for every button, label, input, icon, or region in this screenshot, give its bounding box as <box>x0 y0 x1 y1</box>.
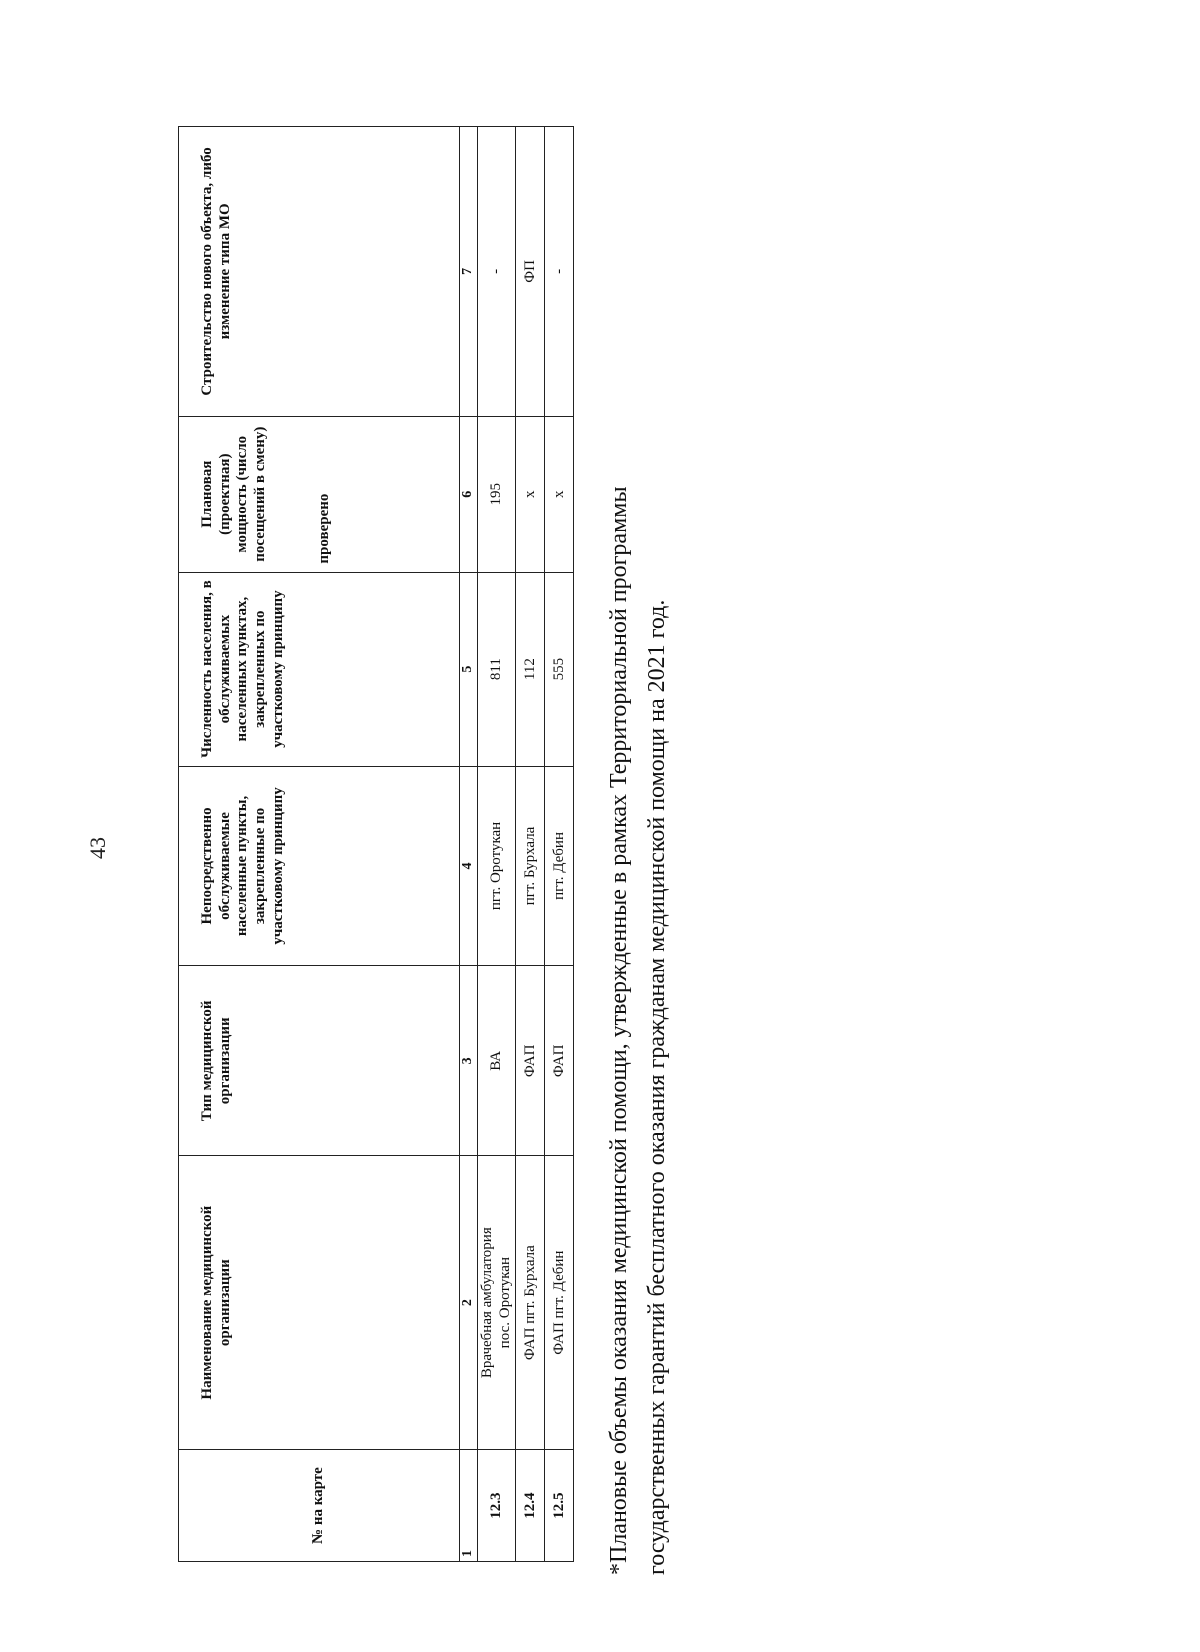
population: 555 <box>545 572 574 766</box>
table-row <box>478 127 516 1562</box>
column-number-row <box>460 127 478 1562</box>
facilities-table <box>178 126 574 1562</box>
facilities-table-container <box>178 126 578 1562</box>
header-cell: Численность населения, в обслуживаемых населенных пунктах, закрепленных по участковому принципу <box>179 572 460 766</box>
footnote <box>600 115 676 1575</box>
org-type: ФАП <box>516 966 545 1156</box>
capacity: x <box>516 416 545 572</box>
settlements: пгт. Оротукан <box>478 766 516 966</box>
row-number: 12.4 <box>516 1450 545 1562</box>
column-number: 3 <box>460 966 478 1156</box>
construction: ФП <box>516 127 545 417</box>
population: 811 <box>478 572 516 766</box>
header-cell: Наименование медицинской организации <box>179 1156 460 1450</box>
footnote-line-2: государственных гарантий бесплатного оказания гражданам медицинской помощи на 2021 год. <box>644 599 670 1575</box>
column-number: 5 <box>460 572 478 766</box>
org-type: ВА <box>478 966 516 1156</box>
header-cell: Тип медицинской организации <box>179 966 460 1156</box>
construction: - <box>545 127 574 417</box>
row-number: 12.5 <box>545 1450 574 1562</box>
footnote-line-1: *Плановые объемы оказания медицинской помощи, утвержденные в рамках Территориальной программы <box>606 486 632 1575</box>
capacity: x <box>545 416 574 572</box>
table-row <box>516 127 545 1562</box>
header-cell: Строительство нового объекта, либо изменение типа МО <box>179 127 460 417</box>
table-header-row <box>179 127 460 1562</box>
page-number-text: 43 <box>85 837 110 859</box>
capacity: 195 <box>478 416 516 572</box>
column-number: 7 <box>460 127 478 417</box>
org-name: ФАП пгт. Бурхала <box>516 1156 545 1450</box>
row-number: 12.3 <box>478 1450 516 1562</box>
table-row <box>545 127 574 1562</box>
column-number: 4 <box>460 766 478 966</box>
header-cell: № на карте <box>179 1450 460 1562</box>
population: 112 <box>516 572 545 766</box>
header-cell-capacity <box>179 416 460 572</box>
header-cell-text: Плановая (проектная) мощность (число посещений в смену) <box>199 426 269 562</box>
org-name: ФАП пгт. Дебин <box>545 1156 574 1450</box>
header-cell: Непосредственно обслуживаемые населенные пункты, закрепленные по участковому принципу <box>179 766 460 966</box>
org-type: ФАП <box>545 966 574 1156</box>
column-number: 6 <box>460 416 478 572</box>
construction: - <box>478 127 516 417</box>
column-number: 1 <box>460 1450 478 1562</box>
org-name: Врачебная амбулатория пос. Оротукан <box>478 1156 516 1450</box>
header-note: проверено <box>315 493 332 564</box>
settlements: пгт. Бурхала <box>516 766 545 966</box>
settlements: пгт. Дебин <box>545 766 574 966</box>
column-number: 2 <box>460 1156 478 1450</box>
